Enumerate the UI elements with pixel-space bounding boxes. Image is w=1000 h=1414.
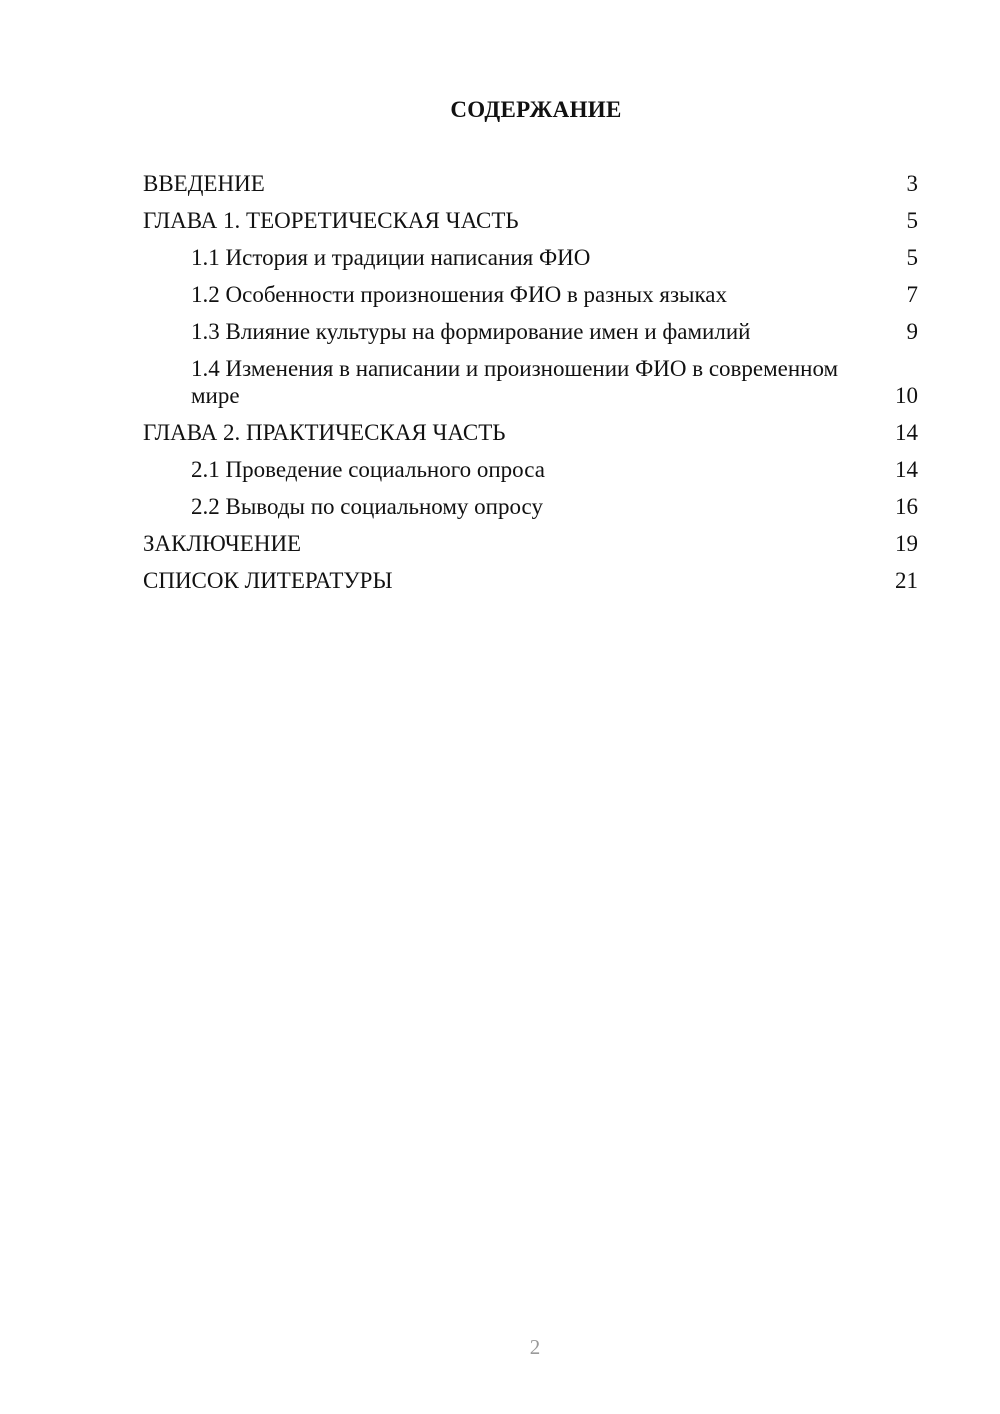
table-of-contents (143, 170, 918, 604)
toc-entry-page: 14 (895, 420, 918, 445)
toc-entry-label: 1.2 Особенности произношения ФИО в разных языках (191, 282, 728, 307)
toc-entry-references[interactable] (143, 567, 918, 604)
toc-entry-page: 9 (906, 319, 918, 344)
toc-entry-section-2-2[interactable] (143, 493, 918, 530)
toc-entry-page: 19 (895, 531, 918, 556)
toc-entry-page: 5 (906, 245, 918, 270)
toc-entry-section-1-1[interactable] (143, 244, 918, 281)
toc-entry-page: 3 (906, 171, 918, 196)
toc-entry-label: ГЛАВА 1. ТЕОРЕТИЧЕСКАЯ ЧАСТЬ (143, 208, 519, 233)
toc-entry-page: 21 (895, 568, 918, 593)
toc-entry-introduction[interactable] (143, 170, 918, 207)
page-title: СОДЕРЖАНИЕ (450, 97, 622, 122)
toc-entry-label: 2.1 Проведение социального опроса (191, 457, 545, 482)
toc-entry-label: 1.3 Влияние культуры на формирование имен и фамилий (191, 319, 751, 344)
toc-entry-page: 10 (895, 383, 918, 408)
page-number: 2 (529, 1335, 541, 1359)
toc-entry-label: 2.2 Выводы по социальному опросу (191, 494, 543, 519)
toc-entry-conclusion[interactable] (143, 530, 918, 567)
toc-entry-section-1-3[interactable] (143, 318, 918, 355)
toc-entry-section-1-4[interactable] (143, 355, 918, 419)
toc-entry-label: ЗАКЛЮЧЕНИЕ (143, 531, 302, 556)
toc-entry-page: 5 (906, 208, 918, 233)
toc-entry-label: ВВЕДЕНИЕ (143, 171, 265, 196)
toc-entry-page: 16 (895, 494, 918, 519)
toc-entry-chapter-1[interactable] (143, 207, 918, 244)
toc-entry-page: 14 (895, 457, 918, 482)
toc-entry-section-1-2[interactable] (143, 281, 918, 318)
toc-entry-label: 1.4 Изменения в написании и произношении ФИО в современном мире (191, 356, 839, 408)
toc-entry-section-2-1[interactable] (143, 456, 918, 493)
toc-entry-label: 1.1 История и традиции написания ФИО (191, 245, 591, 270)
toc-entry-label: ГЛАВА 2. ПРАКТИЧЕСКАЯ ЧАСТЬ (143, 420, 506, 445)
toc-entry-page: 7 (906, 282, 918, 307)
toc-entry-label: СПИСОК ЛИТЕРАТУРЫ (143, 568, 393, 593)
toc-entry-chapter-2[interactable] (143, 419, 918, 456)
